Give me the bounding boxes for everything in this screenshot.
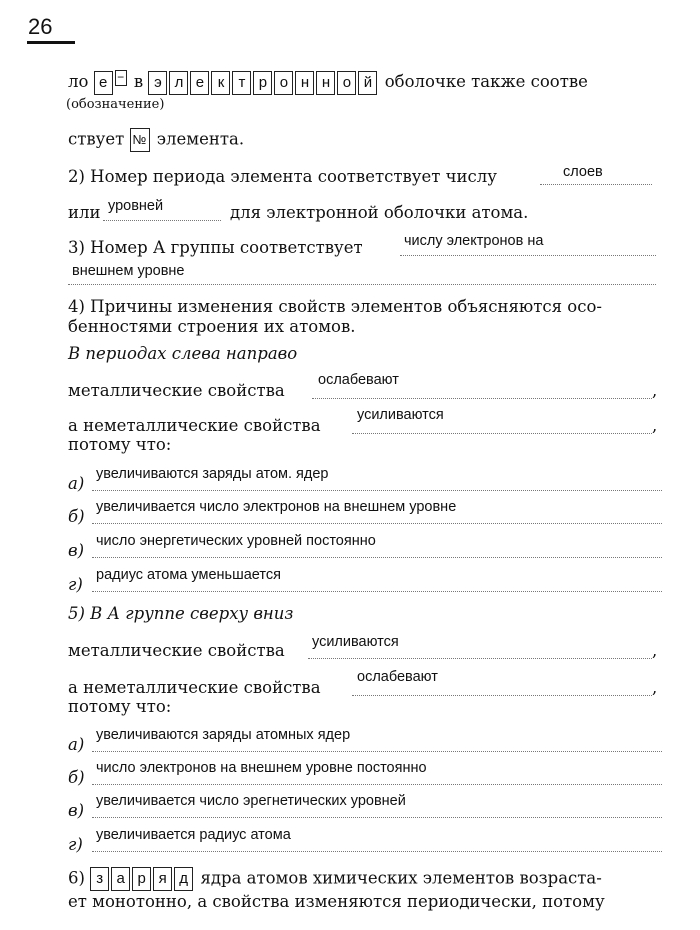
line-1 <box>68 70 588 95</box>
answer: увеличиваются заряды атомных ядер <box>96 727 351 743</box>
text: ядра атомов химических элементов возраста- <box>200 868 602 888</box>
answer: увеличивается радиус атома <box>96 827 291 843</box>
letter-box: о <box>337 71 356 95</box>
answer-line[interactable] <box>103 220 221 221</box>
answer: ослабевают <box>318 372 399 388</box>
answer-line[interactable] <box>352 695 652 696</box>
answer: радиус атома уменьшается <box>96 567 281 583</box>
answer: увеличиваются заряды атом. ядер <box>96 466 329 482</box>
q5-text: металлические свойства <box>68 641 285 660</box>
comma: , <box>652 416 658 435</box>
letter-box: й <box>358 71 377 95</box>
answer: увеличивается число электронов на внешнем уровне <box>96 499 457 515</box>
letter-box: д <box>174 867 193 891</box>
q6-line-2: ет монотонно, а свойства изменяются периодически, потому <box>68 892 605 911</box>
text: элемента. <box>156 129 245 149</box>
line-3 <box>68 128 244 152</box>
answer: ослабевают <box>357 669 438 685</box>
letter-box: р <box>132 867 151 891</box>
q4-text: а неметаллические свойства <box>68 416 321 435</box>
letter-box: н <box>316 71 335 95</box>
item-marker: г) <box>68 575 83 594</box>
text: ствует <box>68 129 125 149</box>
number-box: № <box>130 128 150 152</box>
item-marker: в) <box>68 801 85 820</box>
q4-text: 4) Причины изменения свойств элементов объясняются осо- <box>68 297 602 316</box>
answer-line[interactable] <box>92 751 662 752</box>
item-marker: г) <box>68 835 83 854</box>
q5-text: потому что: <box>68 697 172 716</box>
answer: усиливаются <box>312 634 399 650</box>
text: в <box>133 72 144 91</box>
page-number-underline <box>27 41 75 44</box>
letter-box: н <box>295 71 314 95</box>
comma: , <box>652 678 658 697</box>
q6-line-1 <box>68 867 602 891</box>
answer: слоев <box>563 164 603 180</box>
letter-box: а <box>111 867 130 891</box>
letter-box: т <box>232 71 251 95</box>
item-marker: б) <box>68 768 85 787</box>
letter-box: э <box>148 71 167 95</box>
letter-box: я <box>153 867 172 891</box>
item-marker: а) <box>68 474 85 493</box>
answer-line[interactable] <box>92 817 662 818</box>
q4-subheading: В периодах слева направо <box>68 344 298 363</box>
q4-text: металлические свойства <box>68 381 285 400</box>
answer-line[interactable] <box>92 591 662 592</box>
answer-line[interactable] <box>92 490 662 491</box>
answer: увеличивается число эрегнетических уровней <box>96 793 406 809</box>
q3-text: 3) Номер А группы соответствует <box>68 238 363 257</box>
letter-box: е <box>94 71 113 95</box>
answer-line[interactable] <box>68 284 656 285</box>
q2-text: 2) Номер периода элемента соответствует числу <box>68 167 497 186</box>
letter-box: о <box>274 71 293 95</box>
letter-box: е <box>190 71 209 95</box>
item-marker: в) <box>68 541 85 560</box>
answer: уровней <box>108 198 164 214</box>
superscript-box: − <box>115 70 127 86</box>
answer-line[interactable] <box>92 557 662 558</box>
page-number: 26 <box>28 14 53 39</box>
answer-line[interactable] <box>540 184 652 185</box>
q2-text: или <box>68 203 101 222</box>
letter-box: р <box>253 71 272 95</box>
answer-line[interactable] <box>92 851 662 852</box>
answer-line[interactable] <box>352 433 652 434</box>
q5-heading: 5) В А группе сверху вниз <box>68 604 294 623</box>
answer-line[interactable] <box>312 398 652 399</box>
answer: числу электронов на <box>404 233 544 249</box>
item-marker: а) <box>68 735 85 754</box>
letter-box: к <box>211 71 230 95</box>
answer: усиливаются <box>357 407 444 423</box>
q4-text: потому что: <box>68 435 172 454</box>
q5-text: а неметаллические свойства <box>68 678 321 697</box>
q4-text: бенностями строения их атомов. <box>68 317 356 336</box>
answer: число энергетических уровней постоянно <box>96 533 376 549</box>
answer-line[interactable] <box>308 658 652 659</box>
q2-text: для электронной оболочки атома. <box>230 203 529 222</box>
answer: внешнем уровне <box>72 263 185 279</box>
comma: , <box>652 381 658 400</box>
answer-line[interactable] <box>400 255 656 256</box>
letter-box: л <box>169 71 188 95</box>
letter-box: з <box>90 867 109 891</box>
answer-line[interactable] <box>92 523 662 524</box>
note: (обозначение) <box>66 97 165 112</box>
text: ло <box>68 72 89 91</box>
text: 6) <box>68 868 85 888</box>
text: оболочке также соотве <box>384 72 588 91</box>
comma: , <box>652 641 658 660</box>
answer-line[interactable] <box>92 784 662 785</box>
item-marker: б) <box>68 507 85 526</box>
answer: число электронов на внешнем уровне постоянно <box>96 760 427 776</box>
